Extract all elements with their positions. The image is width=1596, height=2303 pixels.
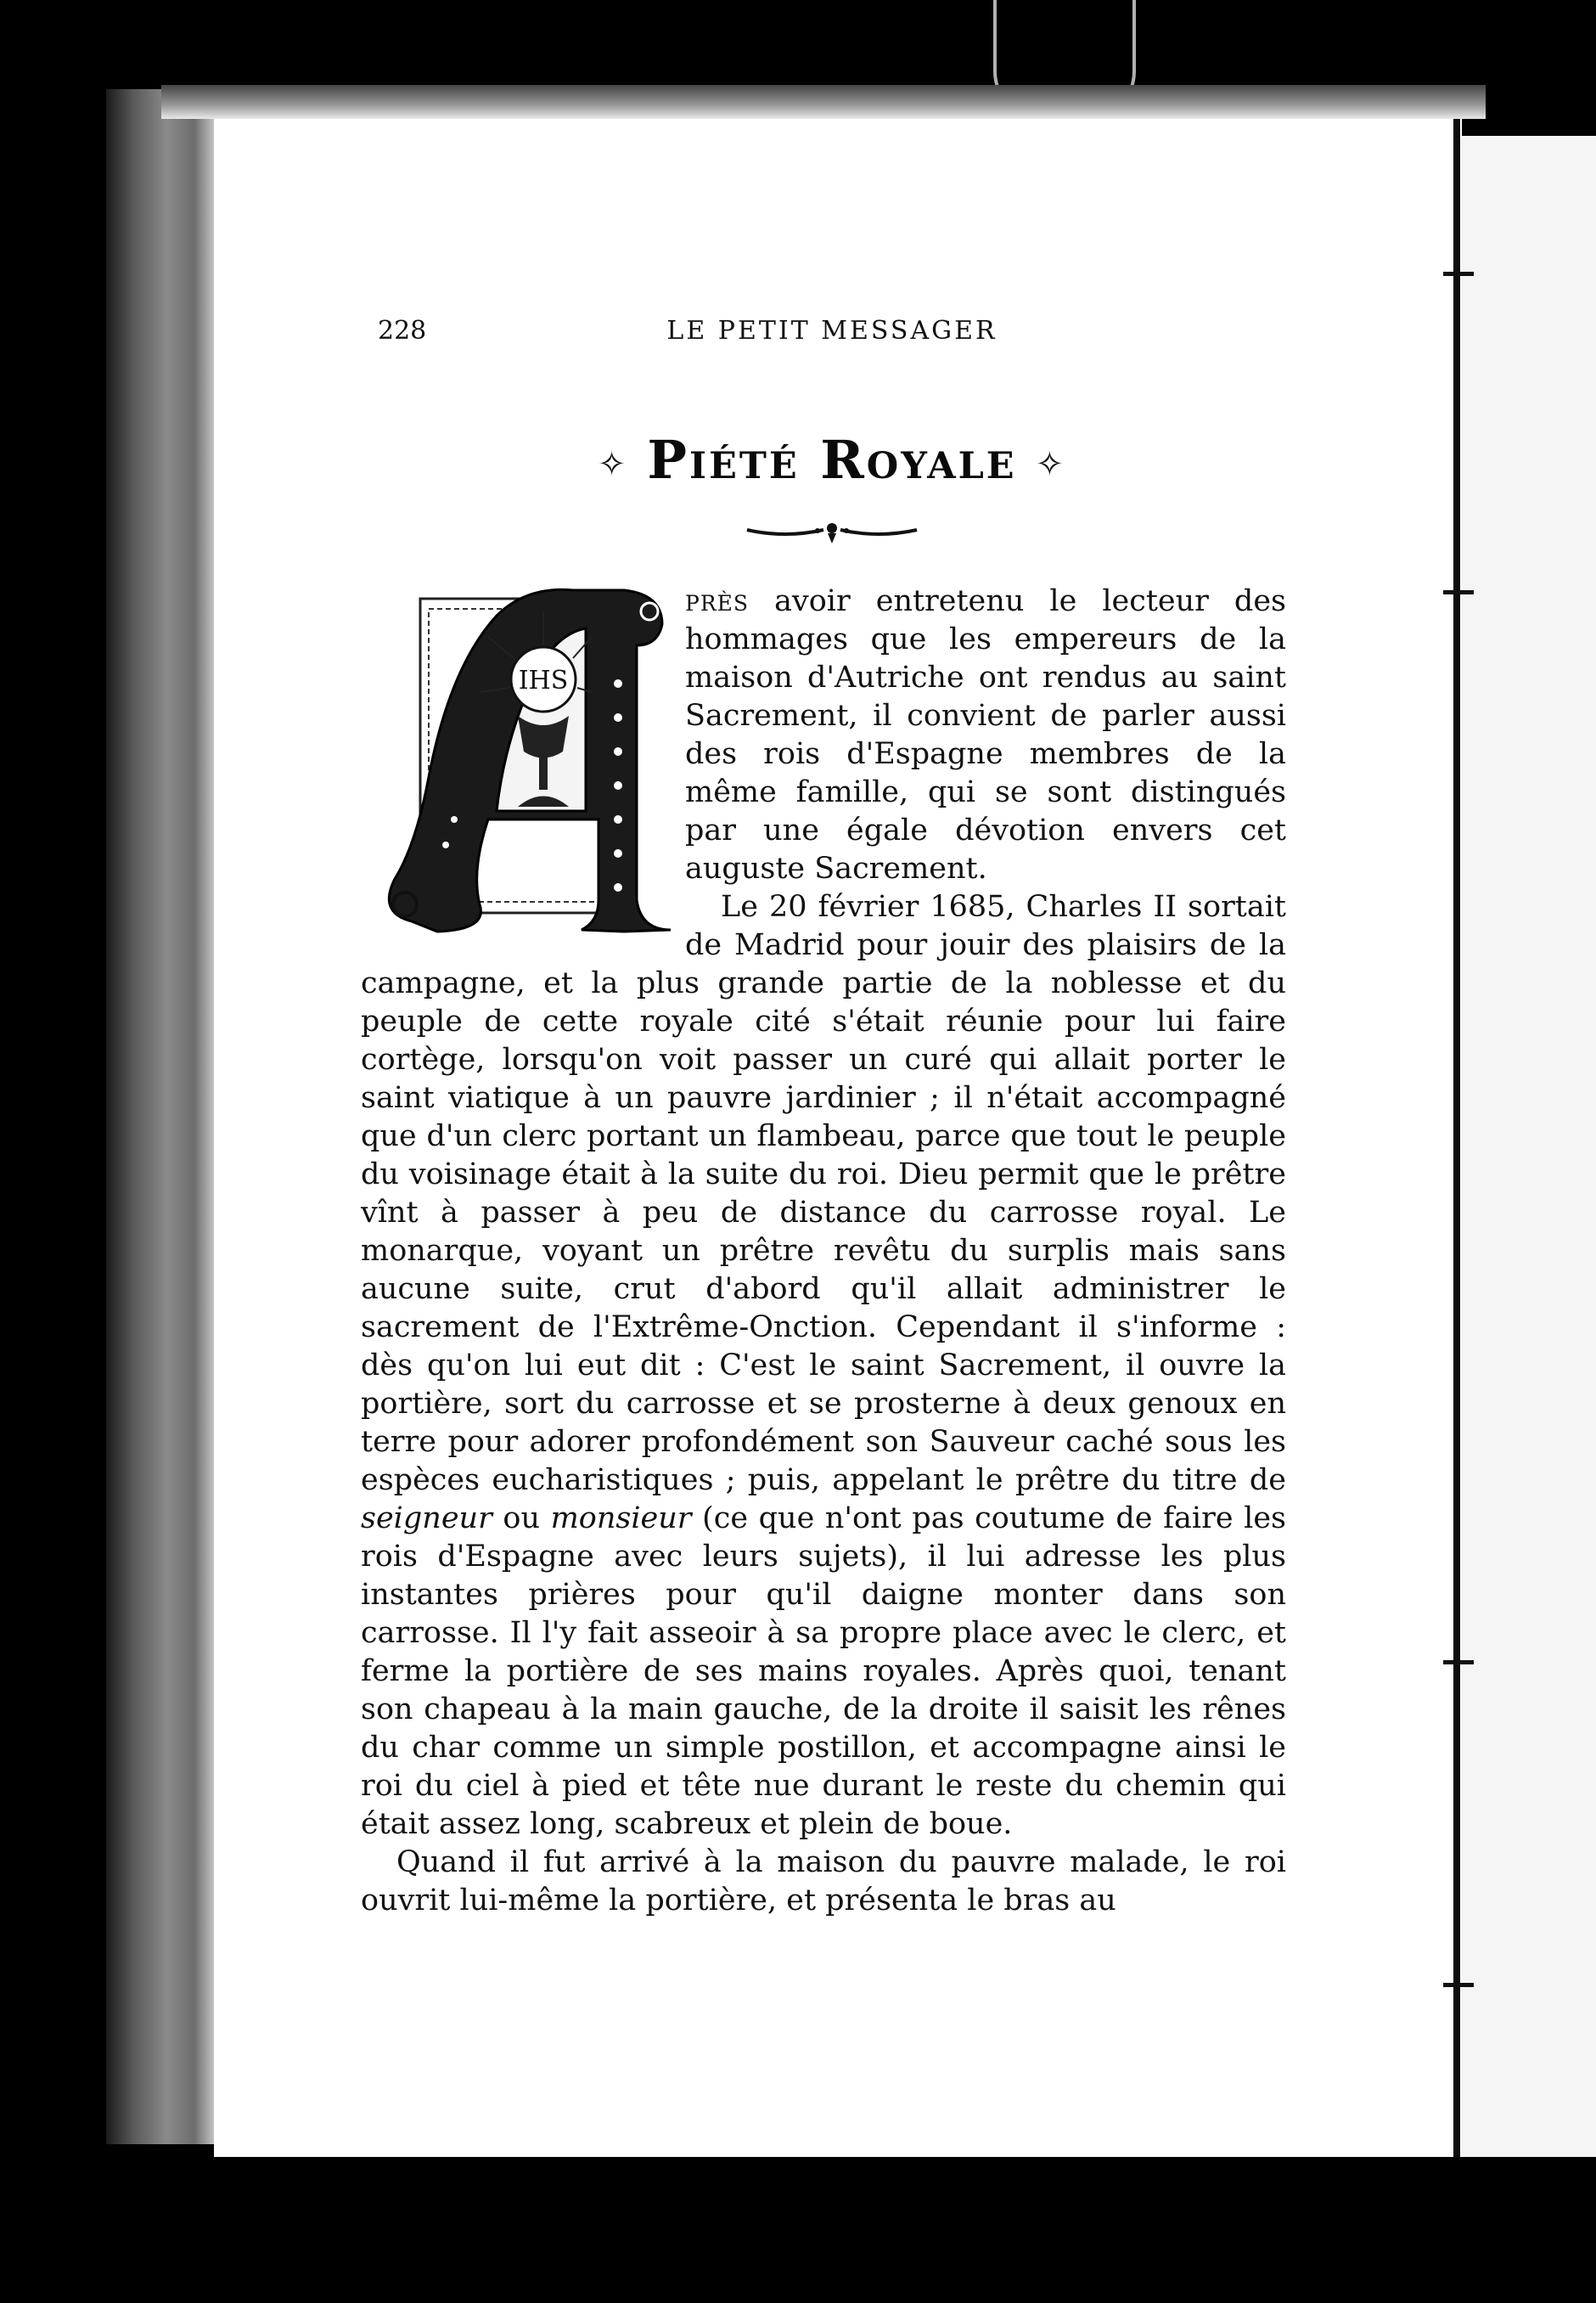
italic-term: seigneur [361, 1501, 492, 1535]
article-title-text: Piété Royale [647, 429, 1017, 491]
dropcap-letter: A [369, 565, 370, 566]
paragraph-text: Le 20 février 1685, Charles II sortait de Madrid pour jouir des plaisirs de la campagne, et la plus grande partie de la noblesse et du peuple de cette royale cité s'était réunie pour lui faire cortège, lorsqu'on voit passer un curé qui allait porter le saint viatique à un pauvre jardinier ; il n'était accompagné que d'un clerc portant un flambeau, parce que tout le peuple du voisinage était à la suite du roi. Dieu permit que le prêtre vînt à passer à peu de distance du carrosse royal. Le monarque, voyant un prêtre revêtu du surplis mais sans aucune suite, crut d'abord qu'il allait administrer le sacrement de l'Extrême-Onction. Cependant il s'informe : dès qu'on lui eut dit : C'est le saint Sacrement, il ouvre la portière, sort du carrosse et se prosterne à deux genoux en terre pour adorer profondément son Sauveur caché sous les espèces eucharistiques ; puis, appelant le prêtre du titre de [361, 890, 1286, 1497]
article-body [361, 583, 1286, 1920]
book-gutter [1453, 119, 1460, 2157]
ihs-monogram: IHS [518, 666, 569, 695]
paragraph [361, 1844, 1286, 1920]
book-page-edges [106, 89, 216, 2144]
paragraph [361, 888, 1286, 1844]
binding-stitch [1443, 1660, 1474, 1664]
page-number: 228 [378, 316, 427, 346]
binding-stitch [1443, 272, 1474, 276]
italic-term: monsieur [550, 1501, 692, 1535]
paragraph-text: avoir entretenu le lecteur des hommages que les empereurs de la maison d'Autriche ont rendus au saint Sacrement, il convient de parler aussi des rois d'Espagne membres de la même famille, qui se sont distingués par une égale dévotion envers cet auguste Sacrement. [685, 584, 1286, 886]
book-top-edge [161, 85, 1486, 119]
paragraph-text: ou [492, 1501, 551, 1535]
paragraph-text: (ce que n'ont pas coutume de faire les rois d'Espagne avec leurs sujets), il lui adresse les plus instantes prières pour qu'il daigne monter dans son carrosse. Il l'y fait asseoir à sa propre place avec le clerc, et ferme la portière de ses mains royales. Après quoi, tenant son chapeau à la main gauche, de la droite il saisit les rênes du char comme un simple postillon, et accompagne ainsi le roi du ciel à pied et tête nue durant le reste du chemin qui était assez long, scabreux et plein de boue. [361, 1501, 1286, 1841]
title-ornament-left: ✧ [597, 445, 629, 484]
paragraph-text: Quand il fut arrivé à la maison du pauvre malade, le roi ouvrit lui-même la portière, et présenta le bras au [361, 1845, 1286, 1917]
running-title: LE PETIT MESSAGER [666, 316, 997, 346]
facing-page [1462, 136, 1596, 2157]
title-ornament-right: ✧ [1035, 445, 1067, 484]
page-header [378, 316, 1286, 358]
dropcap-space [361, 583, 685, 938]
article-title [378, 429, 1286, 491]
binding-stitch [1443, 590, 1474, 594]
title-flourish [743, 520, 921, 545]
binding-stitch [1443, 1983, 1474, 1987]
paragraph-lead-in: près [685, 584, 750, 618]
